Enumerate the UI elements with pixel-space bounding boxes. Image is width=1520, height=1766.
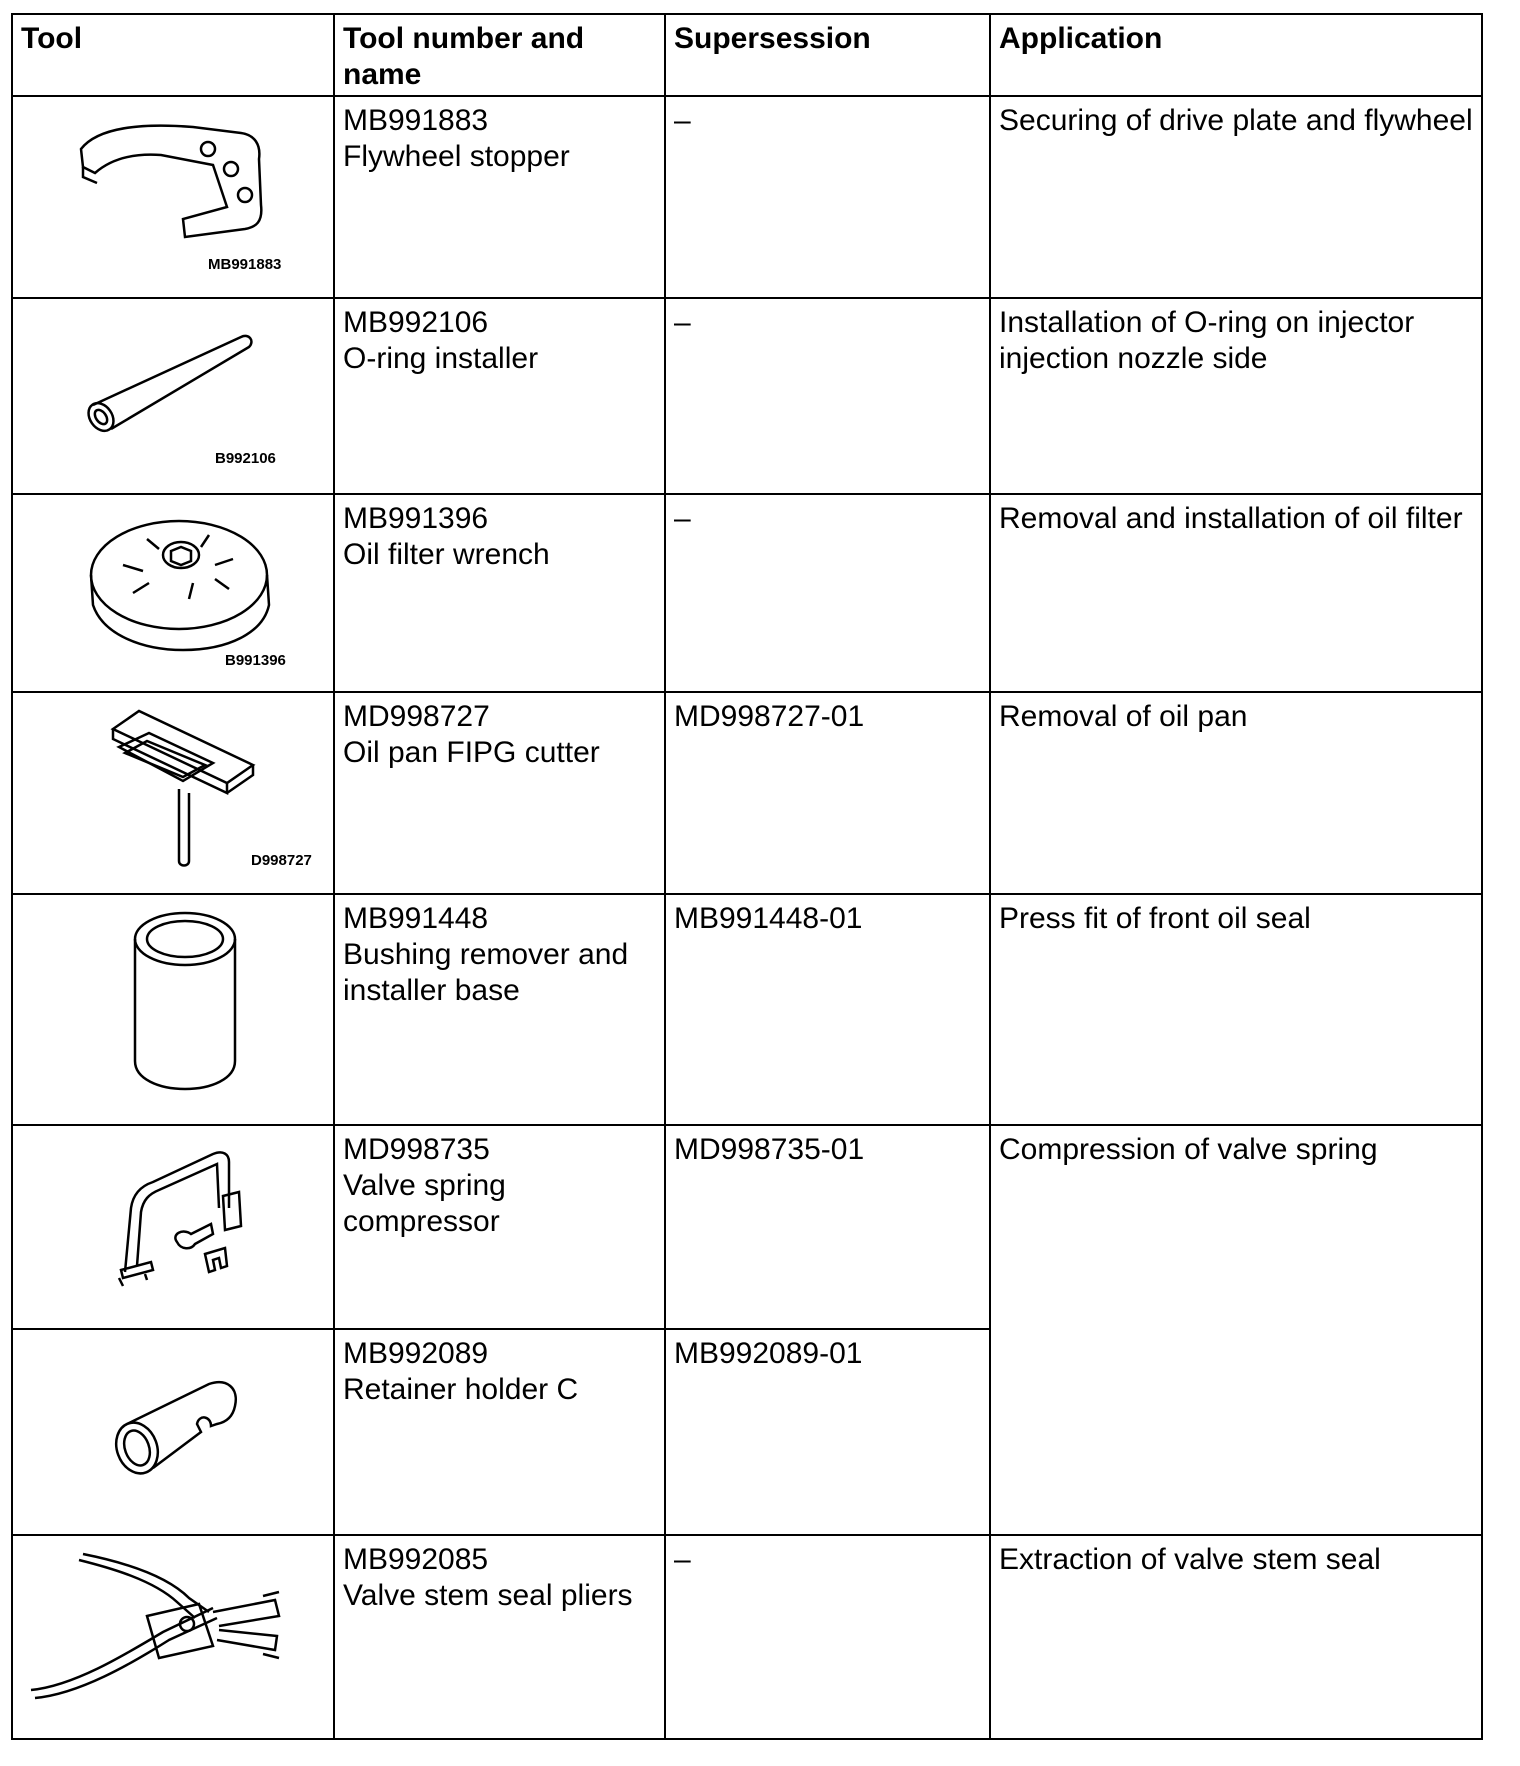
tool-number: MB991396 bbox=[343, 502, 489, 535]
application-cell: Compression of valve spring bbox=[990, 1125, 1482, 1535]
tool-illustration-cell bbox=[12, 1329, 334, 1535]
retainer-holder-illustration bbox=[13, 1330, 333, 1534]
tool-number-name-cell bbox=[334, 298, 665, 494]
tool-number-name-cell bbox=[334, 1329, 665, 1535]
table-row bbox=[12, 692, 1482, 894]
tool-number-name-cell bbox=[334, 1125, 665, 1329]
o-ring-installer-illustration bbox=[13, 299, 333, 493]
table-row bbox=[12, 1535, 1482, 1739]
valve-spring-compressor-illustration bbox=[13, 1126, 333, 1328]
application-cell: Securing of drive plate and flywheel bbox=[990, 96, 1482, 298]
supersession-cell: MB992089-01 bbox=[665, 1329, 990, 1535]
tool-illustration-cell bbox=[12, 298, 334, 494]
tool-name: Retainer holder C bbox=[343, 1373, 579, 1406]
header-tool: Tool bbox=[12, 14, 334, 96]
tool-name: Oil pan FIPG cutter bbox=[343, 736, 600, 769]
tool-illustration-cell bbox=[12, 1535, 334, 1739]
table-row bbox=[12, 298, 1482, 494]
tool-illustration-cell bbox=[12, 494, 334, 692]
tool-name: Oil filter wrench bbox=[343, 538, 550, 571]
tool-illustration-cell bbox=[12, 894, 334, 1125]
supersession-cell: MD998735-01 bbox=[665, 1125, 990, 1329]
tool-number: MB992085 bbox=[343, 1543, 489, 1576]
tool-number: MB992089 bbox=[343, 1337, 489, 1370]
tool-number-name-cell bbox=[334, 1535, 665, 1739]
tool-name: O-ring installer bbox=[343, 342, 539, 375]
bushing-base-illustration bbox=[13, 895, 333, 1124]
tool-number-name-cell bbox=[334, 894, 665, 1125]
tool-name: Valve spring compressor bbox=[343, 1169, 506, 1238]
application-cell: Removal of oil pan bbox=[990, 692, 1482, 894]
tool-illustration-cell bbox=[12, 96, 334, 298]
tool-number-name-cell bbox=[334, 692, 665, 894]
table-row bbox=[12, 894, 1482, 1125]
illustration-label: D998727 bbox=[251, 852, 312, 869]
tool-number-name-cell bbox=[334, 494, 665, 692]
supersession-cell: MB991448-01 bbox=[665, 894, 990, 1125]
tool-name: Valve stem seal pliers bbox=[343, 1579, 633, 1612]
supersession-cell: – bbox=[665, 298, 990, 494]
supersession-cell: MD998727-01 bbox=[665, 692, 990, 894]
application-cell: Press fit of front oil seal bbox=[990, 894, 1482, 1125]
special-tools-table bbox=[11, 13, 1483, 1740]
tool-number: MD998735 bbox=[343, 1133, 490, 1166]
table-row bbox=[12, 1125, 1482, 1329]
header-application: Application bbox=[990, 14, 1482, 96]
table-row bbox=[12, 494, 1482, 692]
tool-number: MB991883 bbox=[343, 104, 489, 137]
supersession-cell: – bbox=[665, 1535, 990, 1739]
tool-number: MD998727 bbox=[343, 700, 490, 733]
supersession-cell: – bbox=[665, 96, 990, 298]
header-row bbox=[12, 14, 1482, 96]
illustration-label: MB991883 bbox=[208, 256, 282, 273]
tool-name: Bushing remover and installer base bbox=[343, 938, 629, 1007]
tool-illustration-cell bbox=[12, 1125, 334, 1329]
tool-number-name-cell bbox=[334, 96, 665, 298]
header-tool-number-and-name: Tool number and name bbox=[334, 14, 665, 96]
tool-number: MB992106 bbox=[343, 306, 489, 339]
supersession-cell: – bbox=[665, 494, 990, 692]
tool-illustration-cell bbox=[12, 692, 334, 894]
header-supersession: Supersession bbox=[665, 14, 990, 96]
illustration-label: B991396 bbox=[225, 652, 286, 669]
table-row bbox=[12, 96, 1482, 298]
valve-stem-seal-pliers-illustration bbox=[13, 1536, 333, 1738]
flywheel-stopper-illustration bbox=[13, 97, 333, 297]
application-cell: Extraction of valve stem seal bbox=[990, 1535, 1482, 1739]
application-cell: Installation of O-ring on injector injection nozzle side bbox=[990, 298, 1482, 494]
application-cell: Removal and installation of oil filter bbox=[990, 494, 1482, 692]
illustration-label: B992106 bbox=[215, 450, 276, 467]
tool-name: Flywheel stopper bbox=[343, 140, 570, 173]
tool-number: MB991448 bbox=[343, 902, 489, 935]
